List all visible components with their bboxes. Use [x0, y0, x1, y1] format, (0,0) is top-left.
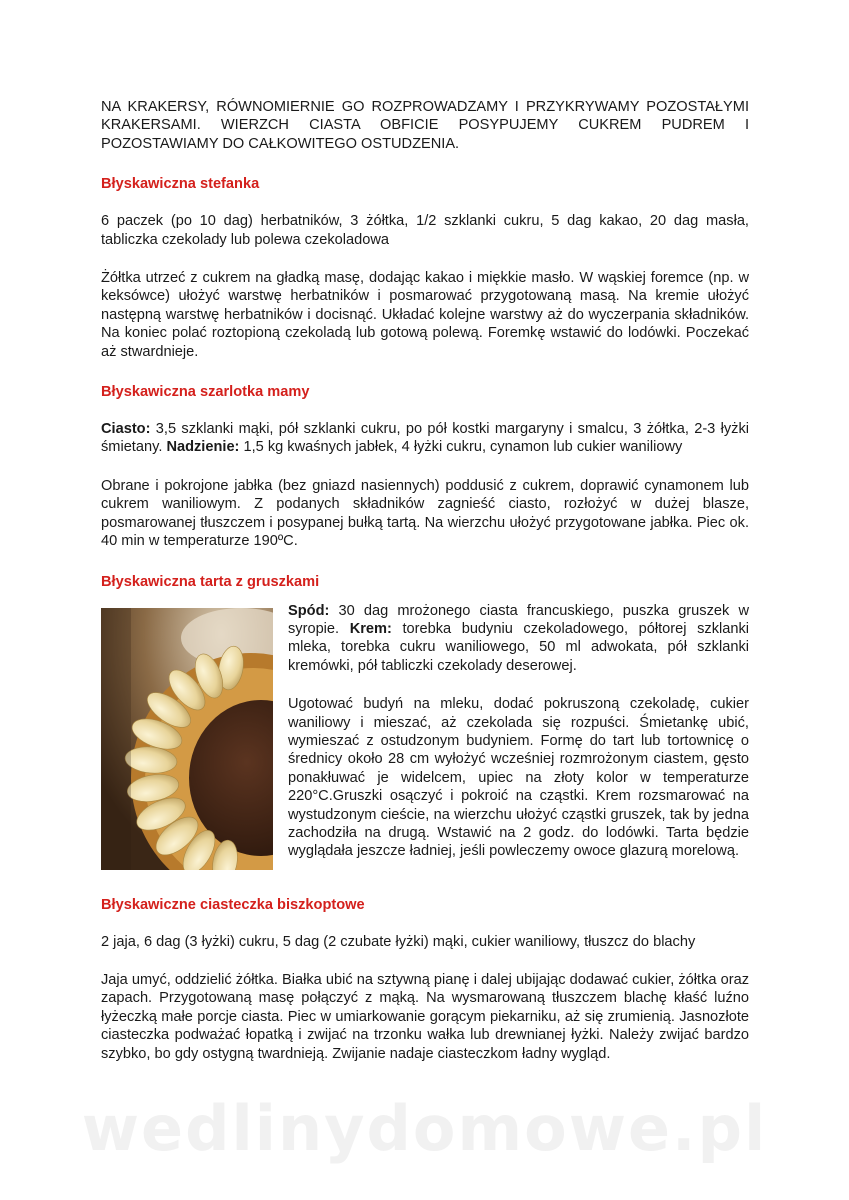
recipe-title: Błyskawiczna stefanka [101, 176, 260, 193]
recipe-ingredients [101, 420, 749, 457]
ingredient-text-dough: 3,5 szklanki mąki, pół szklanki cukru, po pół kostki margaryny i smalcu, 3 żółtka, 2-3 łyżki śmietany. [101, 421, 749, 456]
tart-photo [101, 608, 273, 870]
recipe-method: Żółtka utrzeć z cukrem na gładką masę, dodając kakao i miękkie masło. W wąskiej foremce (np. w keksówce) ułożyć warstwę herbatników i posmarować przygotowaną masą. Na kremie ułożyć następną warstwę herbatników i docisnąć. Układać kolejne warstwy aż do wyczerpania składników. Na koniec polać roztopioną czekoladą lub gotową polewą. Foremkę wstawić do lodówki. Poczekać aż stwardnieje. [101, 270, 749, 360]
ingredient-label-cream: Krem: [349, 620, 392, 637]
document-page [101, 98, 749, 1063]
recipe-ingredients: 2 jaja, 6 dag (3 łyżki) cukru, 5 dag (2 czubate łyżki) mąki, cukier waniliowy, tłuszcz do blachy [101, 933, 696, 950]
site-watermark: wedlinydomowe.pl [81, 1092, 768, 1165]
recipe-title: Błyskawiczne ciasteczka biszkoptowe [101, 896, 365, 913]
ingredient-text-cream: torebka budyniu czekoladowego, półtorej szklanki mleka, torebka cukru waniliowego, 50 ml adwokata, pół szklanki kremówki, pół tabliczki czekolady deserowej. [288, 620, 749, 674]
recipe-ingredients: 6 paczek (po 10 dag) herbatników, 3 żółtka, 1/2 szklanki cukru, 5 dag kakao, 20 dag masła, tabliczka czekolady lub polewa czekoladowa [101, 213, 749, 248]
ingredient-text-base: 30 dag mrożonego ciasta francuskiego, puszka gruszek w syropie. [288, 602, 749, 637]
ingredient-text-filling: 1,5 kg kwaśnych jabłek, 4 łyżki cukru, cynamon lub cukier waniliowy [239, 439, 683, 456]
recipe-title: Błyskawiczna tarta z gruszkami [101, 573, 320, 590]
recipe-method: Obrane i pokrojone jabłka (bez gniazd nasiennych) poddusić z cukrem, doprawić cynamonem lub cukrem waniliowym. Z podanych składników zagnieść ciasto, rozłożyć w dużej blasze, posmarowanej tłuszczem i posypanej bułką tartą. Na wierzchu ułożyć przygotowane jabłka. Piec ok. 40 min w temperaturze 190ºC. [101, 477, 749, 550]
recipe-ingredients [288, 602, 749, 676]
recipe-method: Ugotować budyń na mleku, dodać pokruszoną czekoladę, cukier waniliowy i mieszać, aż czekolada się rozpuści. Śmietankę ubić, wymieszać z ostudzonym budyniem. Formę do tart lub tortownicę o średnicy około 28 cm wyłożyć wcześniej rozmrożonym ciastem, gęsto ponakłuwać je widelcem, upiec na złoty kolor w temperaturze 220°C.Gruszki osączyć i pokroić na cząstki. Krem rozsmarować na wystudzonym cieście, na wierzchu ułożyć cząstki gruszek, tak by jedna zachodziła na drugą. Wstawić na 2 godz. do lodówki. Tarta będzie wyglądała jeszcze ładniej, jeśli powleczemy owoce glazurą morelową. [288, 696, 749, 860]
ingredient-label-base: Spód: [288, 602, 330, 619]
recipe-method: Jaja umyć, oddzielić żółtka. Białka ubić na sztywną pianę i dalej ubijając dodawać cukier, żółtka oraz zapach. Przygotowaną masę połączyć z mąką. Na wysmarowaną tłuszczem blachę kłaść luźno łyżeczką małe porcje ciasta. Piec w umiarkowanie gorącym piekarniku, aż się zrumienią. Jasnozłote ciasteczka podważać łopatką i zwijać na trzonku wałka lub drewnianej łyżki. Należy zwijać bardzo szybko, bo gdy ostygną twardnieją. Zwijanie nadaje ciasteczkom ładny wygląd. [101, 971, 749, 1062]
tart-section [101, 602, 749, 874]
intro-paragraph: NA KRAKERSY, RÓWNOMIERNIE GO ROZPROWADZAMY I PRZYKRYWAMY POZOSTAŁYMI KRAKERSAMI. WIERZCH CIASTA OBFICIE POSYPUJEMY CUKREM PUDREM I POZOSTAWIAMY DO CAŁKOWITEGO OSTUDZENIA. [101, 99, 749, 152]
ingredient-label-filling: Nadzienie: [166, 439, 240, 456]
recipe-title: Błyskawiczna szarlotka mamy [101, 384, 310, 401]
ingredient-label-dough: Ciasto: [101, 421, 151, 438]
